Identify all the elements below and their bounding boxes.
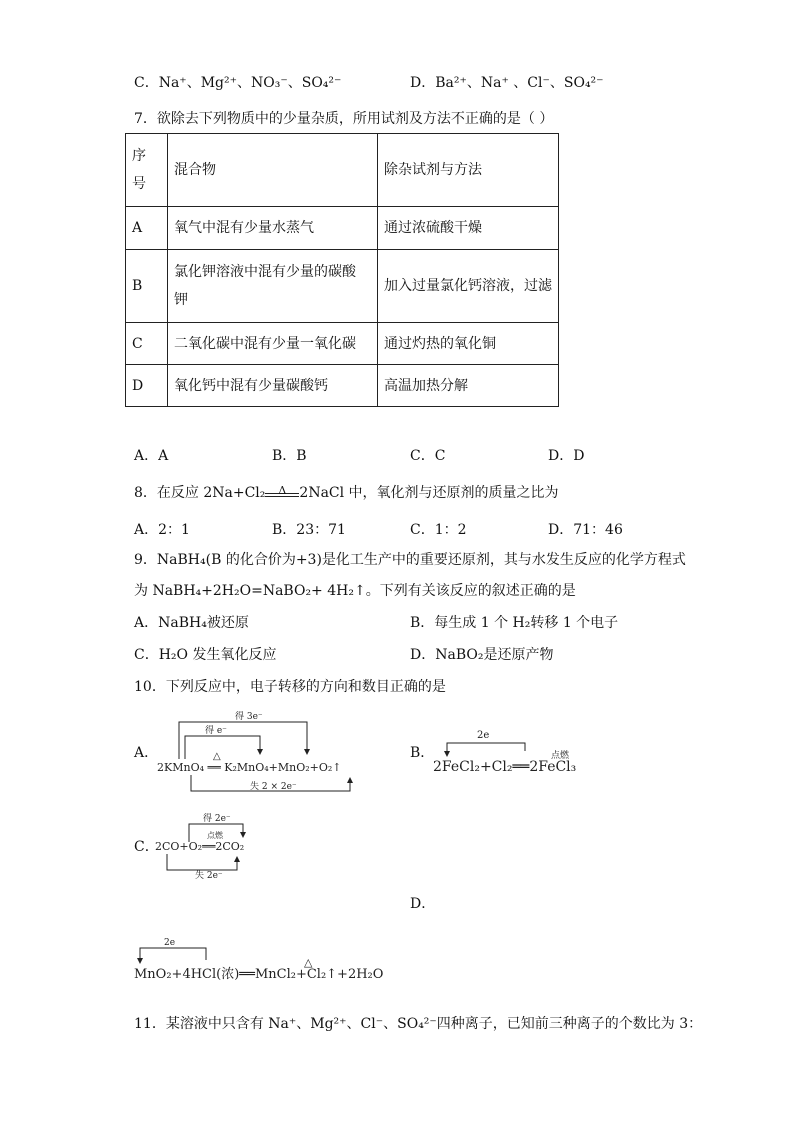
q10-label-a: A． — [134, 745, 159, 761]
q9-line1: 9．NaBH₄(B 的化合价为+3)是化工生产中的重要还原剂，其与水发生反应的化学方程式 — [134, 552, 686, 568]
table-row — [126, 207, 559, 250]
row-mixture: 氧气中混有少量水蒸气 — [168, 207, 378, 250]
header-seq: 序 号 — [126, 134, 168, 207]
q10-equation-b — [433, 723, 613, 778]
q9-option-d: D．NaBO₂是还原产物 — [410, 647, 554, 663]
q9-option-c: C．H₂O 发生氧化反应 — [134, 647, 277, 663]
q7-stem: 7．欲除去下列物质中的少量杂质，所用试剂及方法不正确的是（ ） — [134, 111, 554, 127]
q9-line2: 为 NaBH₄+2H₂O=NaBO₂+ 4H₂↑。下列有关该反应的叙述正确的是 — [134, 583, 576, 599]
row-mixture: 氯化钾溶液中混有少量的碳酸 钾 — [168, 250, 378, 323]
row-seq: B — [126, 250, 168, 323]
table-row — [126, 250, 559, 323]
q9-option-b: B．每生成 1 个 H₂转移 1 个电子 — [410, 615, 619, 631]
q10-equation-a — [155, 705, 385, 797]
row-method: 通过浓硫酸干燥 — [378, 207, 559, 250]
q7-option-d: D．D — [548, 448, 585, 464]
row-seq: D — [126, 365, 168, 407]
heat-condition: △ — [304, 956, 313, 969]
equation-c-text: 2CO+O₂══2CO₂ — [155, 840, 245, 853]
q8-option-a: A．2：1 — [134, 522, 190, 538]
lose-2e-label: 失 2e⁻ — [195, 871, 223, 880]
heat-condition: △ — [213, 751, 221, 762]
gain-e-label: 得 e⁻ — [205, 726, 227, 736]
gain-3e-label: 得 3e⁻ — [235, 712, 263, 722]
q10-label-c: C． — [134, 839, 159, 855]
q10-label-d: D． — [410, 896, 436, 912]
q10-stem: 10．下列反应中，电子转移的方向和数目正确的是 — [134, 679, 446, 695]
q7-option-c: C．C — [410, 448, 446, 464]
q8-stem: 8．在反应 2Na+Cl₂ Δ 2NaCl 中，氧化剂与还原剂的质量之比为 — [134, 484, 559, 501]
q7-option-b: B．B — [272, 448, 307, 464]
row-seq: A — [126, 207, 168, 250]
table-row — [126, 323, 559, 365]
header-mixture: 混合物 — [168, 134, 378, 207]
equation-b-text: 2FeCl₂+Cl₂══2FeCl₃ — [433, 759, 577, 775]
row-seq: C — [126, 323, 168, 365]
row-method: 高温加热分解 — [378, 365, 559, 407]
q7-table — [125, 133, 559, 407]
row-method: 加入过量氯化钙溶液，过滤 — [378, 250, 559, 323]
ignite-condition: 点燃 — [207, 831, 223, 840]
table-row — [126, 365, 559, 407]
q8-option-d: D．71：46 — [548, 522, 623, 538]
ignite-condition: 点燃 — [551, 751, 570, 761]
equation-d-text: MnO₂+4HCl(浓)══MnCl₂+Cl₂↑+2H₂O — [134, 967, 384, 982]
table-header-row — [126, 134, 559, 207]
equation-a-text: 2KMnO₄ ══ K₂MnO₄+MnO₂+O₂↑ — [157, 761, 342, 774]
q7-option-a: A．A — [134, 448, 169, 464]
header-method: 除杂试剂与方法 — [378, 134, 559, 207]
q10-equation-c — [155, 812, 275, 880]
q10-equation-d — [132, 936, 432, 986]
q8-option-b: B．23：71 — [272, 522, 346, 538]
q6-option-c: C．Na⁺、Mg²⁺、NO₃⁻、SO₄²⁻ — [134, 75, 342, 91]
q10-label-b: B． — [410, 745, 435, 761]
transfer-2e-label: 2e — [164, 938, 176, 948]
lose-label: 失 2 × 2e⁻ — [250, 782, 297, 792]
gain-2e-label: 得 2e⁻ — [203, 814, 231, 824]
row-method: 通过灼热的氧化铜 — [378, 323, 559, 365]
q11-line1: 11．某溶液中只含有 Na⁺、Mg²⁺、Cl⁻、SO₄²⁻四种离子，已知前三种离子的个数比为 3： — [134, 1016, 703, 1032]
row-mixture: 氧化钙中混有少量碳酸钙 — [168, 365, 378, 407]
q9-option-a: A．NaBH₄被还原 — [134, 615, 249, 631]
row-mixture: 二氧化碳中混有少量一氧化碳 — [168, 323, 378, 365]
q8-option-c: C．1：2 — [410, 522, 467, 538]
q6-option-d: D．Ba²⁺、Na⁺ 、Cl⁻、SO₄²⁻ — [410, 75, 604, 91]
transfer-2e-label: 2e — [477, 730, 490, 741]
heat-condition: Δ — [278, 484, 287, 497]
